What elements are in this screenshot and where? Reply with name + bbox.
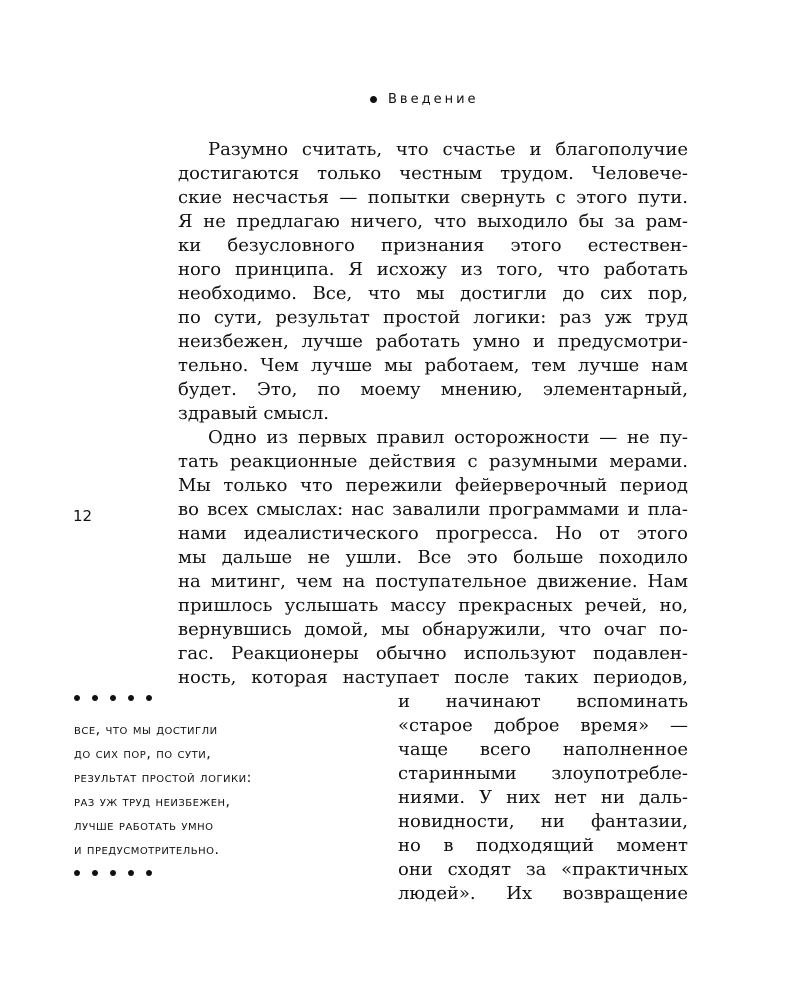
pull-quote-line: лучше работать умно xyxy=(74,818,214,834)
pull-quote-top-dots xyxy=(74,695,152,701)
running-header xyxy=(370,92,479,107)
body-line: Я не предлагаю ничего, что выходило бы за рам- xyxy=(178,211,688,232)
dot-icon xyxy=(74,870,80,876)
dot-icon xyxy=(110,870,116,876)
pull-quote-line: результат простой логики: xyxy=(74,770,252,786)
body-line: мы дальше не ушли. Все это больше походило xyxy=(178,547,688,568)
dot-icon xyxy=(146,870,152,876)
dot-icon xyxy=(110,695,116,701)
body-line: гас. Реакционеры обычно используют подавлен- xyxy=(178,643,688,664)
bullet-icon xyxy=(370,96,377,103)
pull-quote-bottom-dots xyxy=(74,870,152,876)
dot-icon xyxy=(128,870,134,876)
body-line: ские несчастья — попытки свернуть с этого пути. xyxy=(178,187,688,208)
body-line: Мы только что пережили фейерверочный период xyxy=(178,475,688,496)
body-line-narrow: людей». Их возвращение xyxy=(398,883,688,904)
body-line: необходимо. Все, что мы достигли до сих пор, xyxy=(178,283,688,304)
body-line: на митинг, чем на поступательное движение. Нам xyxy=(178,571,688,592)
body-line-narrow: ниями. У них нет ни даль- xyxy=(398,787,688,808)
dot-icon xyxy=(92,870,98,876)
pull-quote-line: до сих пор, по сути, xyxy=(74,746,212,762)
dot-icon xyxy=(74,695,80,701)
body-line: достигаются только честным трудом. Человече- xyxy=(178,163,688,184)
body-line: неизбежен, лучше работать умно и предусмотри- xyxy=(178,331,688,352)
body-line: вернувшись домой, мы обнаружили, что очаг по- xyxy=(178,619,688,640)
body-line: пришлось услышать массу прекрасных речей, но, xyxy=(178,595,688,616)
body-line: Одно из первых правил осторожности — не пу- xyxy=(208,427,688,448)
pull-quote-line: все, что мы достигли xyxy=(74,722,218,738)
dot-icon xyxy=(146,695,152,701)
body-line: будет. Это, по моему мнению, элементарный, xyxy=(178,379,688,400)
body-line-narrow: «старое доброе время» — xyxy=(398,715,688,736)
pull-quote-line: и предусмотрительно. xyxy=(74,842,220,858)
body-line: ность, которая наступает после таких периодов, xyxy=(178,667,688,688)
body-line: Разумно считать, что счастье и благополучие xyxy=(208,139,688,160)
body-line-narrow: старинными злоупотребле- xyxy=(398,763,688,784)
body-line: во всех смыслах: нас завалили программами и пла- xyxy=(178,499,688,520)
body-line: по сути, результат простой логики: раз уж труд xyxy=(178,307,688,328)
pull-quote-line: раз уж труд неизбежен, xyxy=(74,794,231,810)
body-line: тельно. Чем лучше мы работаем, тем лучше нам xyxy=(178,355,688,376)
dot-icon xyxy=(128,695,134,701)
body-line: тать реакционные действия с разумными мерами. xyxy=(178,451,688,472)
body-line-narrow: новидности, ни фантазии, xyxy=(398,811,688,832)
body-line-narrow: чаще всего наполненное xyxy=(398,739,688,760)
body-line: ки безусловного признания этого естествен- xyxy=(178,235,688,256)
body-line-narrow: но в подходящий момент xyxy=(398,835,688,856)
body-line: нами идеалистического прогресса. Но от этого xyxy=(178,523,688,544)
dot-icon xyxy=(92,695,98,701)
body-line-narrow: они сходят за «практичных xyxy=(398,859,688,880)
body-line-narrow: и начинают вспоминать xyxy=(398,691,688,712)
page-number: 12 xyxy=(73,507,93,525)
body-line: здравый смысл. xyxy=(178,403,329,424)
section-title: Введение xyxy=(388,92,479,107)
body-line: ного принципа. Я исхожу из того, что работать xyxy=(178,259,688,280)
